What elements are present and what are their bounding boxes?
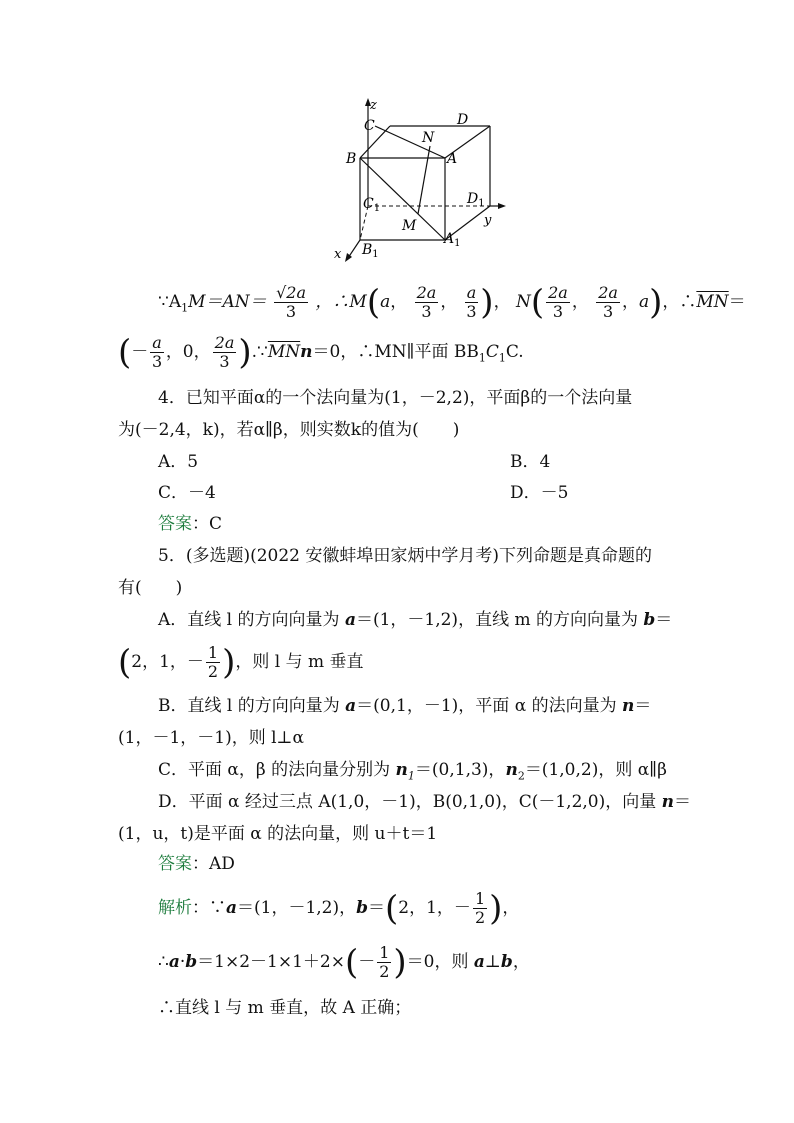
q4-option-c: C．－4 bbox=[158, 483, 216, 503]
label-B: B bbox=[346, 151, 357, 167]
derivation-line-1: $\because A_1M=AN=$ $\frac{√2a}{3}$ ，∴M(a， $\frac{2a}{3}$ ， $\frac{a}{3}$ )， N( $\frac{2a}{3}$ ， $\frac{2a}{3}$ ，a)，$\therefore\overline{MN}=$ bbox=[158, 282, 746, 323]
q5-explanation-line-1: 解析：∵a＝(1，－1,2)，b＝(2，1，－ $\frac{1}{2}$ )， bbox=[158, 888, 520, 929]
fraction-2a-over-3-c: $\frac{2a}{3}$ bbox=[598, 283, 618, 321]
label-C1: $C_1$ bbox=[363, 196, 381, 214]
vector-MN: $\overline{MN}$ bbox=[696, 292, 729, 312]
label-A1: $A_1$ bbox=[444, 231, 461, 249]
y-axis-arrow bbox=[498, 203, 506, 209]
label-C: C bbox=[364, 118, 375, 134]
label-x: x bbox=[334, 247, 342, 262]
q5-answer: 答案：AD bbox=[158, 854, 235, 874]
derivation-line-2: (－ $\frac{a}{3}$ ，0， $\frac{2a}{3}$ )$.\because\overline{MN}n=0$，∴MN∥平面 $BB_1C_1C$. bbox=[118, 332, 524, 373]
q4-option-a: A．5 bbox=[158, 452, 199, 472]
q4-stem-line-1: 4．已知平面α的一个法向量为(1，－2,2)，平面β的一个法向量 bbox=[158, 388, 633, 408]
q5-option-b-line-2: (1，－1，－1)，则 l⊥α bbox=[118, 728, 305, 748]
segment-M-N bbox=[418, 146, 430, 214]
q5-option-c: C．平面 α，β 的法向量分别为 $n_1=(0,1,3)$，$n_2=(1,0,2)$，则 α∥β bbox=[158, 760, 667, 783]
q4-answer: 答案：C bbox=[158, 514, 223, 534]
q5-option-a-line-2: (2，1，－ $\frac{1}{2}$ )，则 l 与 m 垂直 bbox=[118, 642, 364, 683]
fraction-a-over-3: $\frac{a}{3}$ bbox=[466, 283, 477, 321]
answer-label: 答案 bbox=[158, 514, 192, 534]
label-N: N bbox=[422, 130, 435, 146]
q4-option-b: B．4 bbox=[510, 452, 551, 472]
q5-explanation-line-2: ∴a·b＝1×2－1×1＋2×(－ $\frac{1}{2}$ )＝0，则 a⊥b， bbox=[158, 942, 530, 983]
q5-option-d-line-2: (1，u，t)是平面 α 的法向量，则 u＋t＝1 bbox=[118, 824, 438, 844]
label-D: D bbox=[457, 112, 469, 128]
label-B1: $B_1$ bbox=[362, 242, 379, 260]
fraction-2a-over-3-d: $\frac{2a}{3}$ bbox=[214, 333, 235, 371]
fraction-1-over-2-a: $\frac{1}{2}$ bbox=[207, 643, 219, 681]
diag-C-A bbox=[375, 126, 445, 158]
answer-label: 答案 bbox=[158, 854, 192, 874]
q5-option-b-line-1: B．直线 l 的方向向量为 a＝(0,1，－1)，平面 α 的法向量为 n＝ bbox=[158, 696, 652, 716]
q4-option-d: D．－5 bbox=[510, 483, 569, 503]
fraction-1-over-2-b: $\frac{1}{2}$ bbox=[474, 889, 486, 927]
q5-explanation-line-3: ∴直线 l 与 m 垂直，故 A 正确； bbox=[158, 998, 412, 1018]
q5-stem-line-1: 5．(多选题)(2022 安徽蚌埠田家炳中学月考)下列命题是真命题的 bbox=[158, 546, 653, 566]
label-y: y bbox=[484, 213, 492, 228]
label-M: M bbox=[402, 218, 417, 234]
label-z: z bbox=[370, 98, 377, 113]
q5-stem-line-2: 有( ) bbox=[118, 578, 183, 598]
fraction-2a-over-3: $\frac{2a}{3}$ bbox=[416, 283, 437, 321]
fraction-a-over-3-neg: $\frac{a}{3}$ bbox=[151, 333, 163, 371]
q4-stem-line-2: 为(－2,4，k)，若α∥β，则实数k的值为( ) bbox=[118, 420, 460, 440]
fraction-2a-over-3-b: $\frac{2a}{3}$ bbox=[548, 283, 568, 321]
label-A: A bbox=[447, 151, 458, 167]
cube-figure bbox=[330, 96, 510, 266]
label-D1: $D_1$ bbox=[467, 191, 485, 209]
q5-option-a-line-1: A．直线 l 的方向向量为 a＝(1，－1,2)，直线 m 的方向向量为 b＝ bbox=[158, 610, 673, 630]
explanation-label: 解析 bbox=[158, 898, 192, 918]
fraction-1-over-2-c: $\frac{1}{2}$ bbox=[379, 943, 390, 981]
q5-option-d-line-1: D．平面 α 经过三点 A(1,0，－1)，B(0,1,0)，C(－1,2,0)，向量 n＝ bbox=[158, 792, 692, 812]
fraction-sqrt2a-over-3: $\frac{√2a}{3}$ bbox=[276, 283, 306, 321]
